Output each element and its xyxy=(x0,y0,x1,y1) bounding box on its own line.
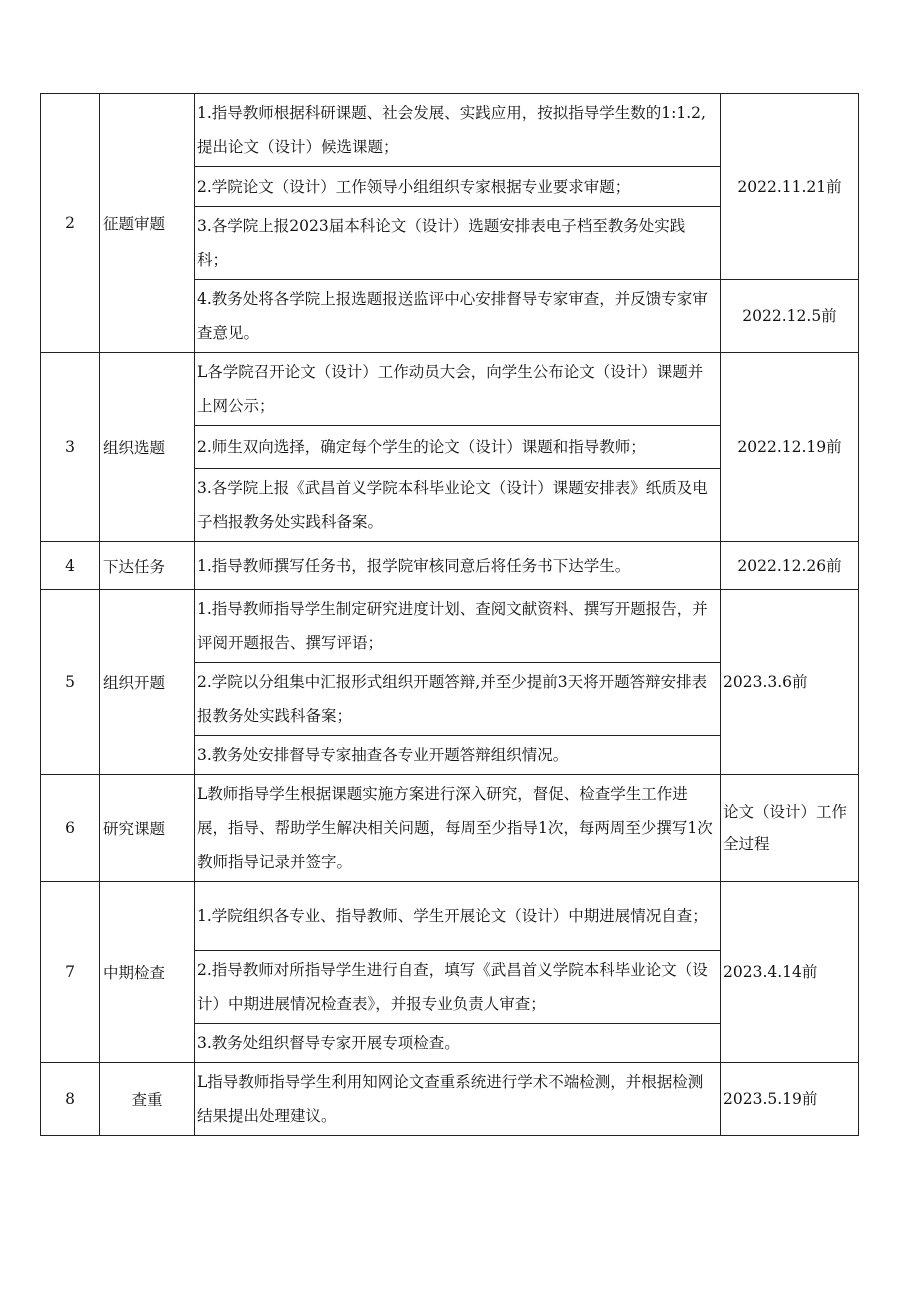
deadline-cell: 2023.4.14前 xyxy=(721,882,859,1063)
stage-name: 中期检查 xyxy=(100,882,195,1063)
row-number: 5 xyxy=(41,590,100,775)
table-row xyxy=(41,94,859,167)
task-cell: L指导教师指导学生利用知网论文查重系统进行学术不端检测，并根据检测结果提出处理建议。 xyxy=(195,1063,721,1136)
task-cell: 3.教务处安排督导专家抽查各专业开题答辩组织情况。 xyxy=(195,736,721,775)
row-number: 7 xyxy=(41,882,100,1063)
row-number: 3 xyxy=(41,353,100,542)
row-number: 2 xyxy=(41,94,100,353)
task-cell: L各学院召开论文（设计）工作动员大会，向学生公布论文（设计）课题并上网公示； xyxy=(195,353,721,426)
table-row xyxy=(41,775,859,882)
row-number: 4 xyxy=(41,542,100,590)
deadline-cell: 2023.3.6前 xyxy=(721,590,859,775)
deadline-cell: 2022.11.21前 xyxy=(721,94,859,280)
schedule-table xyxy=(40,93,859,1136)
task-cell: 1.指导教师撰写任务书，报学院审核同意后将任务书下达学生。 xyxy=(195,542,721,590)
table-row xyxy=(41,542,859,590)
task-cell: L教师指导学生根据课题实施方案进行深入研究，督促、检查学生工作进展，指导、帮助学生解决相关问题，每周至少指导1次，每两周至少撰写1次教师指导记录并签字。 xyxy=(195,775,721,882)
task-cell: 3.各学院上报2023届本科论文（设计）选题安排表电子档至教务处实践科； xyxy=(195,207,721,280)
deadline-cell: 2022.12.26前 xyxy=(721,542,859,590)
stage-name: 查重 xyxy=(100,1063,195,1136)
table-row xyxy=(41,590,859,663)
deadline-cell: 2022.12.5前 xyxy=(721,280,859,353)
task-cell: 2.指导教师对所指导学生进行自查，填写《武昌首义学院本科毕业论文（设计）中期进展情况检查表》，并报专业负责人审查； xyxy=(195,951,721,1024)
table-row xyxy=(41,353,859,426)
table-row xyxy=(41,1063,859,1136)
task-cell: 2.学院论文（设计）工作领导小组组织专家根据专业要求审题； xyxy=(195,167,721,207)
stage-name: 组织选题 xyxy=(100,353,195,542)
stage-name: 研究课题 xyxy=(100,775,195,882)
task-cell: 3.各学院上报《武昌首义学院本科毕业论文（设计）课题安排表》纸质及电子档报教务处实践科备案。 xyxy=(195,469,721,542)
deadline-cell: 2023.5.19前 xyxy=(721,1063,859,1136)
task-cell: 2.学院以分组集中汇报形式组织开题答辩,并至少提前3天将开题答辩安排表报教务处实践科备案； xyxy=(195,663,721,736)
row-number: 8 xyxy=(41,1063,100,1136)
stage-name: 下达任务 xyxy=(100,542,195,590)
deadline-cell: 2022.12.19前 xyxy=(721,353,859,542)
task-cell: 4.教务处将各学院上报选题报送监评中心安排督导专家审查，并反馈专家审查意见。 xyxy=(195,280,721,353)
table-row xyxy=(41,882,859,951)
deadline-cell: 论文（设计）工作全过程 xyxy=(721,775,859,882)
stage-name: 组织开题 xyxy=(100,590,195,775)
task-cell: 1.学院组织各专业、指导教师、学生开展论文（设计）中期进展情况自查； xyxy=(195,882,721,951)
task-cell: 1.指导教师根据科研课题、社会发展、实践应用，按拟指导学生数的1:1.2,提出论文（设计）候选课题； xyxy=(195,94,721,167)
task-cell: 2.师生双向选择，确定每个学生的论文（设计）课题和指导教师； xyxy=(195,426,721,469)
row-number: 6 xyxy=(41,775,100,882)
stage-name: 征题审题 xyxy=(100,94,195,353)
task-cell: 1.指导教师指导学生制定研究进度计划、查阅文献资料、撰写开题报告，并评阅开题报告、撰写评语； xyxy=(195,590,721,663)
task-cell: 3.教务处组织督导专家开展专项检查。 xyxy=(195,1024,721,1063)
